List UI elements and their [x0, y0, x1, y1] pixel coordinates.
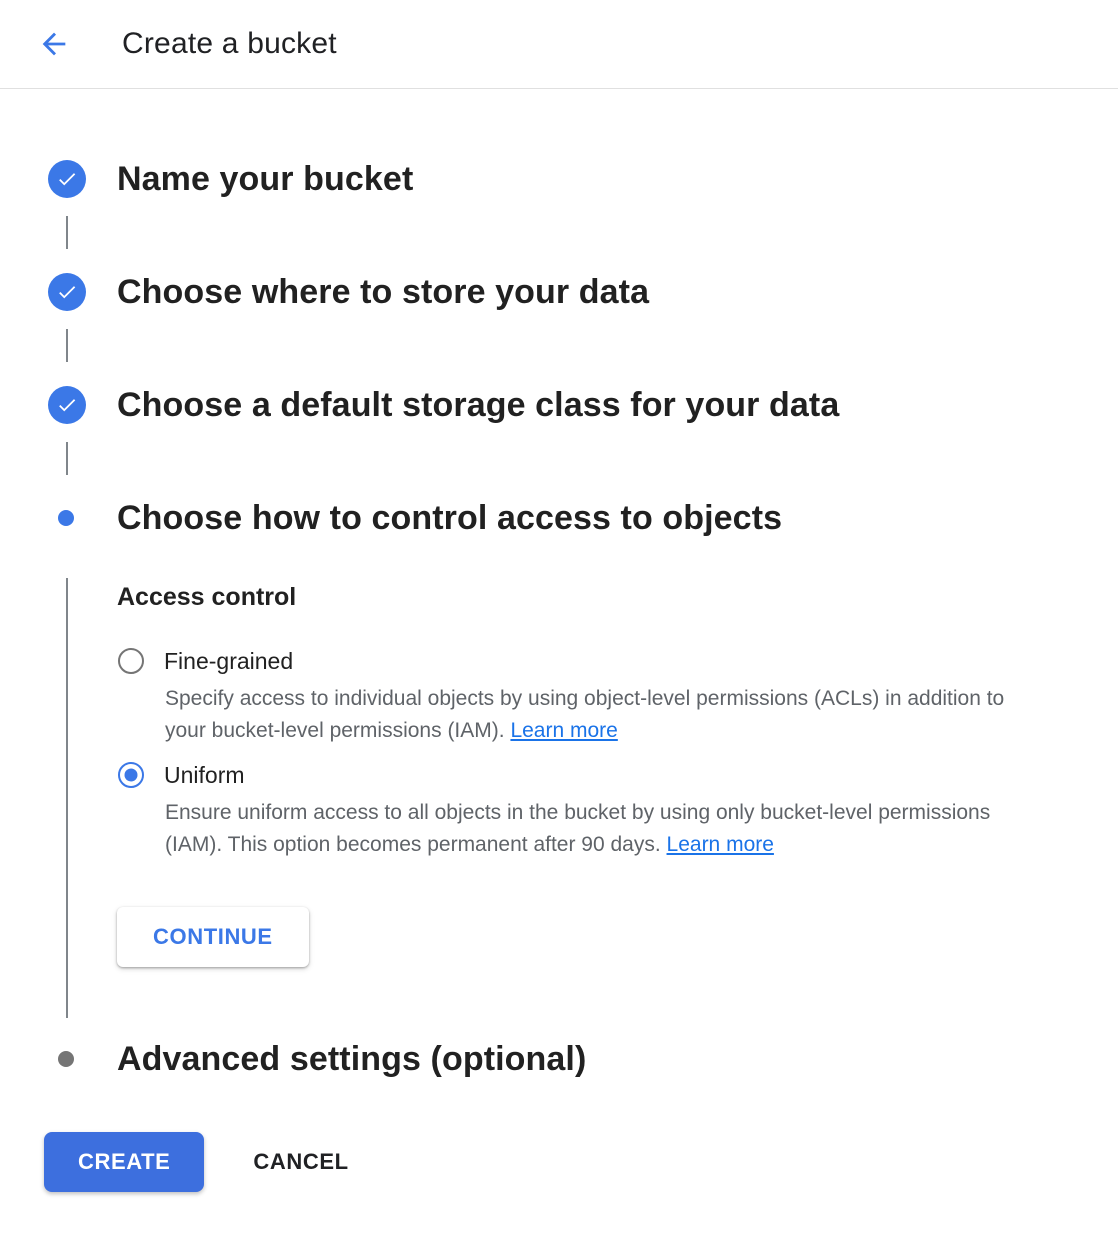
page-title: Create a bucket — [122, 27, 337, 60]
step-advanced-settings[interactable] — [0, 1040, 1118, 1078]
step-connector-line — [66, 442, 68, 475]
step-completed-icon — [48, 160, 86, 198]
pending-step-dot-icon — [58, 1051, 74, 1067]
radio-fine-grained-label: Fine-grained — [164, 648, 294, 674]
arrow-back-icon — [37, 27, 71, 61]
active-step-dot-icon — [58, 510, 74, 526]
step-control-access[interactable] — [0, 499, 1118, 537]
description-text: Specify access to individual objects by using object-level permissions (ACLs) in addition to your bucket-level permissions (IAM). — [165, 687, 1005, 742]
footer-actions — [0, 1132, 1118, 1192]
step-choose-where-to-store[interactable] — [0, 273, 1118, 311]
create-button[interactable]: CREATE — [44, 1132, 204, 1192]
radio-uniform[interactable] — [117, 761, 1118, 789]
check-icon — [56, 168, 78, 190]
step-rail-line — [66, 578, 68, 1018]
learn-more-link[interactable]: Learn more — [510, 719, 618, 742]
check-icon — [56, 394, 78, 416]
step-default-storage-class[interactable] — [0, 386, 1118, 424]
description-text: Ensure uniform access to all objects in the bucket by using only bucket-level permissions (IAM). This option becomes permanent after 90 days. — [165, 801, 991, 856]
continue-button[interactable]: CONTINUE — [117, 907, 309, 967]
step-connector-line — [66, 329, 68, 362]
step-title: Name your bucket — [117, 160, 414, 198]
cancel-button[interactable]: CANCEL — [253, 1149, 349, 1174]
fine-grained-description — [165, 683, 1021, 747]
uniform-description — [165, 797, 1021, 861]
step-completed-icon — [48, 386, 86, 424]
access-control-section — [0, 537, 1118, 1018]
radio-uniform-label: Uniform — [164, 762, 245, 788]
step-connector-line — [66, 216, 68, 249]
step-title: Advanced settings (optional) — [117, 1040, 587, 1078]
step-completed-icon — [48, 273, 86, 311]
back-arrow-button[interactable] — [34, 24, 74, 64]
check-icon — [56, 281, 78, 303]
learn-more-link[interactable]: Learn more — [666, 833, 774, 856]
step-name-your-bucket[interactable] — [0, 160, 1118, 198]
page-header — [0, 0, 1118, 89]
access-control-heading: Access control — [117, 583, 297, 611]
step-title: Choose a default storage class for your data — [117, 386, 840, 424]
radio-fine-grained[interactable] — [117, 647, 1118, 675]
radio-selected-icon[interactable] — [118, 762, 144, 788]
step-title: Choose where to store your data — [117, 273, 650, 311]
create-bucket-stepper — [0, 160, 1118, 1078]
step-title: Choose how to control access to objects — [117, 499, 783, 537]
radio-unselected-icon[interactable] — [118, 648, 144, 674]
